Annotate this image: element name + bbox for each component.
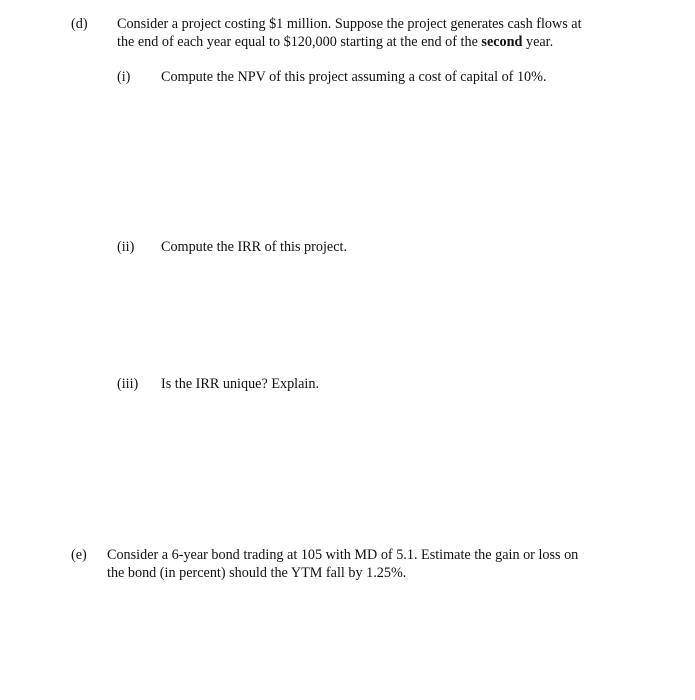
question-e-label: (e) — [71, 547, 87, 563]
question-d-line-1: Consider a project costing $1 million. Suppose the project generates cash flows at — [117, 16, 582, 32]
part-iii-text: Is the IRR unique? Explain. — [161, 376, 320, 392]
part-ii-label: (ii) — [117, 239, 135, 255]
part-ii-text: Compute the IRR of this project. — [161, 239, 347, 255]
part-i-label: (i) — [117, 69, 131, 85]
question-d-emphasis: second — [481, 34, 523, 50]
question-d-line-2-end: year. — [522, 34, 554, 50]
part-i-text: Compute the NPV of this project assuming a cost of capital of 10%. — [161, 69, 547, 85]
question-d-line-2-start: the end of each year equal to $120,000 starting at the end of the — [117, 34, 482, 50]
question-e-line-1: Consider a 6-year bond trading at 105 with MD of 5.1. Estimate the gain or loss on — [107, 547, 579, 563]
part-iii-label: (iii) — [117, 376, 139, 392]
question-d-label: (d) — [71, 16, 88, 32]
question-e-line-2: the bond (in percent) should the YTM fall by 1.25%. — [107, 565, 407, 581]
question-d-line-2 — [117, 33, 553, 51]
